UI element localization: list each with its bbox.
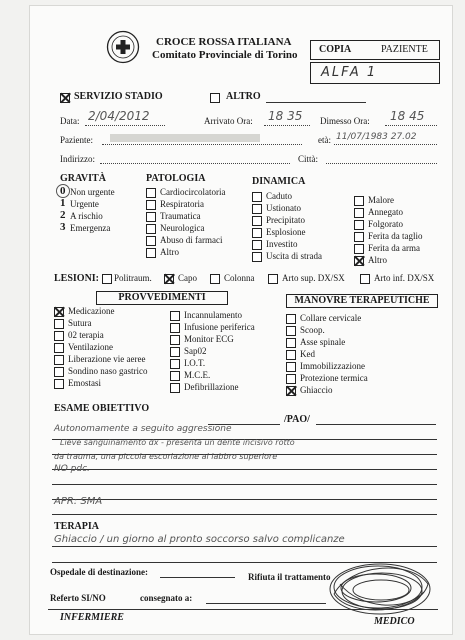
patient-name-redacted xyxy=(110,134,260,142)
provv-checkbox[interactable] xyxy=(54,343,64,353)
dinamica-checkbox-altro[interactable] xyxy=(354,256,364,266)
eta-label: età: xyxy=(318,135,331,145)
dinamica-checkbox[interactable] xyxy=(252,216,262,226)
provv-item: Emostasi xyxy=(68,378,101,388)
patologia-title: PATOLOGIA xyxy=(146,173,206,184)
provv-item: I.O.T. xyxy=(184,358,206,368)
esame-title: ESAME OBIETTIVO xyxy=(54,403,150,414)
patologia-checkbox[interactable] xyxy=(146,188,156,198)
patologia-checkbox[interactable] xyxy=(146,224,156,234)
dinamica-item: Uscita di strada xyxy=(266,251,322,261)
provv-checkbox[interactable] xyxy=(54,319,64,329)
gravita-num-2: 2 xyxy=(60,209,66,221)
provv-item: Sutura xyxy=(68,318,92,328)
copy-box xyxy=(310,40,440,60)
terapia-title: TERAPIA xyxy=(54,521,100,532)
dinamica-checkbox[interactable] xyxy=(252,228,262,238)
dimesso-line xyxy=(385,125,437,126)
terapia-line xyxy=(52,546,437,547)
gravita-label-1: Urgente xyxy=(70,199,99,209)
code-box xyxy=(310,62,440,84)
dinamica-checkbox[interactable] xyxy=(252,204,262,214)
dinamica-title: DINAMICA xyxy=(252,176,306,187)
gravita-num-1: 1 xyxy=(60,197,66,209)
gravita-title: GRAVITÀ xyxy=(60,173,106,184)
indirizzo-label: Indirizzo: xyxy=(60,154,95,164)
dinamica-checkbox[interactable] xyxy=(252,252,262,262)
patologia-checkbox[interactable] xyxy=(146,200,156,210)
provv-item: Incannulamento xyxy=(184,310,242,320)
consegnato-line xyxy=(206,603,326,604)
provv-item: Medicazione xyxy=(68,306,115,316)
gravita-label-0: Non urgente xyxy=(70,187,115,197)
manovre-item: Collare cervicale xyxy=(300,313,362,323)
patologia-item: Respiratoria xyxy=(160,199,204,209)
dinamica-item: Folgorato xyxy=(368,219,403,229)
infermiere-label: INFERMIERE xyxy=(60,612,124,623)
stadio-checkbox[interactable] xyxy=(60,93,70,103)
data-line xyxy=(85,125,165,126)
esame-note-3: da trauma, una piccola escoriazione al labbro superiore xyxy=(54,452,278,461)
manovre-item: Ghiaccio xyxy=(300,385,333,395)
eta-line xyxy=(334,144,437,145)
dinamica-checkbox[interactable] xyxy=(354,196,364,206)
provv-item: M.C.E. xyxy=(184,370,211,380)
manovre-title: MANOVRE TERAPEUTICHE xyxy=(286,294,438,308)
paziente-line xyxy=(102,144,302,145)
patient-label: PAZIENTE xyxy=(381,44,428,55)
provv-item: 02 terapia xyxy=(68,330,104,340)
copy-label: COPIA xyxy=(319,44,352,55)
gravita-num-3: 3 xyxy=(60,221,66,233)
patologia-item: Traumatica xyxy=(160,211,201,221)
provv-item: Infusione periferica xyxy=(184,322,255,332)
manovre-item: Protezione termica xyxy=(300,373,368,383)
lesioni-item: Politraum. xyxy=(114,273,152,283)
pao-label: /PAO/ xyxy=(284,414,310,425)
esame-note-2: Lieve sanguinamento dx - presenta un dente incisivo rotto xyxy=(60,438,295,447)
manovre-item: Immobilizzazione xyxy=(300,361,365,371)
manovre-checkbox[interactable] xyxy=(286,362,296,372)
signature-scribble xyxy=(320,554,440,624)
paziente-label: Paziente: xyxy=(60,135,93,145)
dinamica-item: Precipitato xyxy=(266,215,305,225)
dimesso-value: 18 45 xyxy=(390,109,425,123)
provv-checkbox[interactable] xyxy=(170,311,180,321)
provv-checkbox[interactable] xyxy=(54,331,64,341)
manovre-item: Asse spinale xyxy=(300,337,346,347)
provv-checkbox[interactable] xyxy=(54,367,64,377)
patologia-checkbox[interactable] xyxy=(146,248,156,258)
altro-line xyxy=(266,102,366,103)
dinamica-checkbox[interactable] xyxy=(252,240,262,250)
dinamica-item: Investito xyxy=(266,239,298,249)
provv-item: Sondino naso gastrico xyxy=(68,366,148,376)
provvedimenti-title: PROVVEDIMENTI xyxy=(96,291,228,305)
provv-item: Sap02 xyxy=(184,346,207,356)
dinamica-item: Altro xyxy=(368,255,387,265)
lesioni-item: Arto sup. DX/SX xyxy=(282,273,345,283)
lesioni-title: LESIONI: xyxy=(54,273,100,284)
esame-note-4: NO pdc. xyxy=(54,464,90,474)
ospedale-label: Ospedale di destinazione: xyxy=(50,567,149,577)
patologia-item: Altro xyxy=(160,247,179,257)
org-name: CROCE ROSSA ITALIANA xyxy=(156,36,292,48)
referto-label: Referto SI/NO xyxy=(50,593,106,603)
provv-checkbox[interactable] xyxy=(170,347,180,357)
patologia-checkbox[interactable] xyxy=(146,212,156,222)
altro-checkbox[interactable] xyxy=(210,93,220,103)
manovre-checkbox[interactable] xyxy=(286,350,296,360)
lesioni-checkbox[interactable] xyxy=(360,274,370,284)
red-cross-logo xyxy=(106,30,140,64)
provv-item: Liberazione vie aeree xyxy=(68,354,146,364)
provv-item: Monitor ECG xyxy=(184,334,234,344)
apr-note: APR: SMA xyxy=(54,496,103,507)
arrivato-line xyxy=(264,125,310,126)
manovre-item: Scoop. xyxy=(300,325,325,335)
lesioni-checkbox[interactable] xyxy=(102,274,112,284)
dinamica-checkbox[interactable] xyxy=(354,232,364,242)
dinamica-item: Ferita da taglio xyxy=(368,231,423,241)
arrivato-value: 18 35 xyxy=(268,109,303,123)
dimesso-label: Dimesso Ora: xyxy=(320,116,370,126)
medico-label: MEDICO xyxy=(374,616,415,627)
ospedale-line xyxy=(160,577,235,578)
lesioni-checkbox[interactable] xyxy=(210,274,220,284)
manovre-item: Ked xyxy=(300,349,315,359)
indirizzo-line xyxy=(100,163,290,164)
manovre-checkbox-ghiaccio[interactable] xyxy=(286,386,296,396)
patologia-checkbox[interactable] xyxy=(146,236,156,246)
patologia-item: Neurologica xyxy=(160,223,205,233)
lesioni-item: Colonna xyxy=(224,273,255,283)
manovre-checkbox[interactable] xyxy=(286,338,296,348)
lesioni-item: Capo xyxy=(178,273,197,283)
provv-checkbox[interactable] xyxy=(54,379,64,389)
rifiuta-label: Rifiuta il trattamento xyxy=(248,572,331,582)
dinamica-checkbox[interactable] xyxy=(354,220,364,230)
pao-line-right xyxy=(316,424,436,425)
provv-checkbox[interactable] xyxy=(170,323,180,333)
manovre-checkbox[interactable] xyxy=(286,326,296,336)
citta-line xyxy=(326,163,437,164)
lesioni-checkbox-capo[interactable] xyxy=(164,274,174,284)
dinamica-item: Ustionato xyxy=(266,203,301,213)
esame-note-1: Autonomamente a seguito aggressione xyxy=(54,424,232,434)
arrivato-label: Arrivato Ora: xyxy=(204,116,253,126)
manovre-checkbox[interactable] xyxy=(286,374,296,384)
dinamica-item: Ferita da arma xyxy=(368,243,420,253)
data-value: 2/04/2012 xyxy=(88,109,150,123)
provv-checkbox[interactable] xyxy=(54,355,64,365)
dinamica-checkbox[interactable] xyxy=(252,192,262,202)
dinamica-item: Esplosione xyxy=(266,227,306,237)
patologia-item: Abuso di farmaci xyxy=(160,235,223,245)
code-value: ALFA 1 xyxy=(321,65,378,80)
provv-item: Ventilazione xyxy=(68,342,113,352)
stadio-label: SERVIZIO STADIO xyxy=(74,91,163,102)
provv-checkbox-medicazione[interactable] xyxy=(54,307,64,317)
committee-name: Comitato Provinciale di Torino xyxy=(152,49,298,61)
manovre-checkbox[interactable] xyxy=(286,314,296,324)
lesioni-checkbox[interactable] xyxy=(268,274,278,284)
provv-checkbox[interactable] xyxy=(170,359,180,369)
gravita-label-2: A rischio xyxy=(70,211,103,221)
dinamica-checkbox[interactable] xyxy=(354,208,364,218)
terapia-note: Ghiaccio / un giorno al pronto soccorso salvo complicanze xyxy=(54,534,345,545)
provv-checkbox[interactable] xyxy=(170,335,180,345)
dinamica-item: Malore xyxy=(368,195,394,205)
patologia-item: Cardiocircolatoria xyxy=(160,187,226,197)
provv-item: Defibrillazione xyxy=(184,382,239,392)
provv-checkbox[interactable] xyxy=(170,371,180,381)
eta-value: 11/07/1983 27.02 xyxy=(336,132,417,142)
gravita-num-0: 0 xyxy=(60,185,66,197)
provv-checkbox[interactable] xyxy=(170,383,180,393)
esame-line xyxy=(52,514,437,515)
data-label: Data: xyxy=(60,116,80,126)
esame-line xyxy=(52,469,437,470)
altro-label: ALTRO xyxy=(226,91,261,102)
esame-line xyxy=(52,484,437,485)
form-sheet xyxy=(30,6,452,634)
dinamica-item: Annegato xyxy=(368,207,403,217)
dinamica-checkbox[interactable] xyxy=(354,244,364,254)
consegnato-label: consegnato a: xyxy=(140,593,193,603)
citta-label: Città: xyxy=(298,154,318,164)
lesioni-item: Arto inf. DX/SX xyxy=(374,273,435,283)
dinamica-item: Caduto xyxy=(266,191,292,201)
gravita-label-3: Emergenza xyxy=(70,223,111,233)
esame-line xyxy=(52,499,437,500)
